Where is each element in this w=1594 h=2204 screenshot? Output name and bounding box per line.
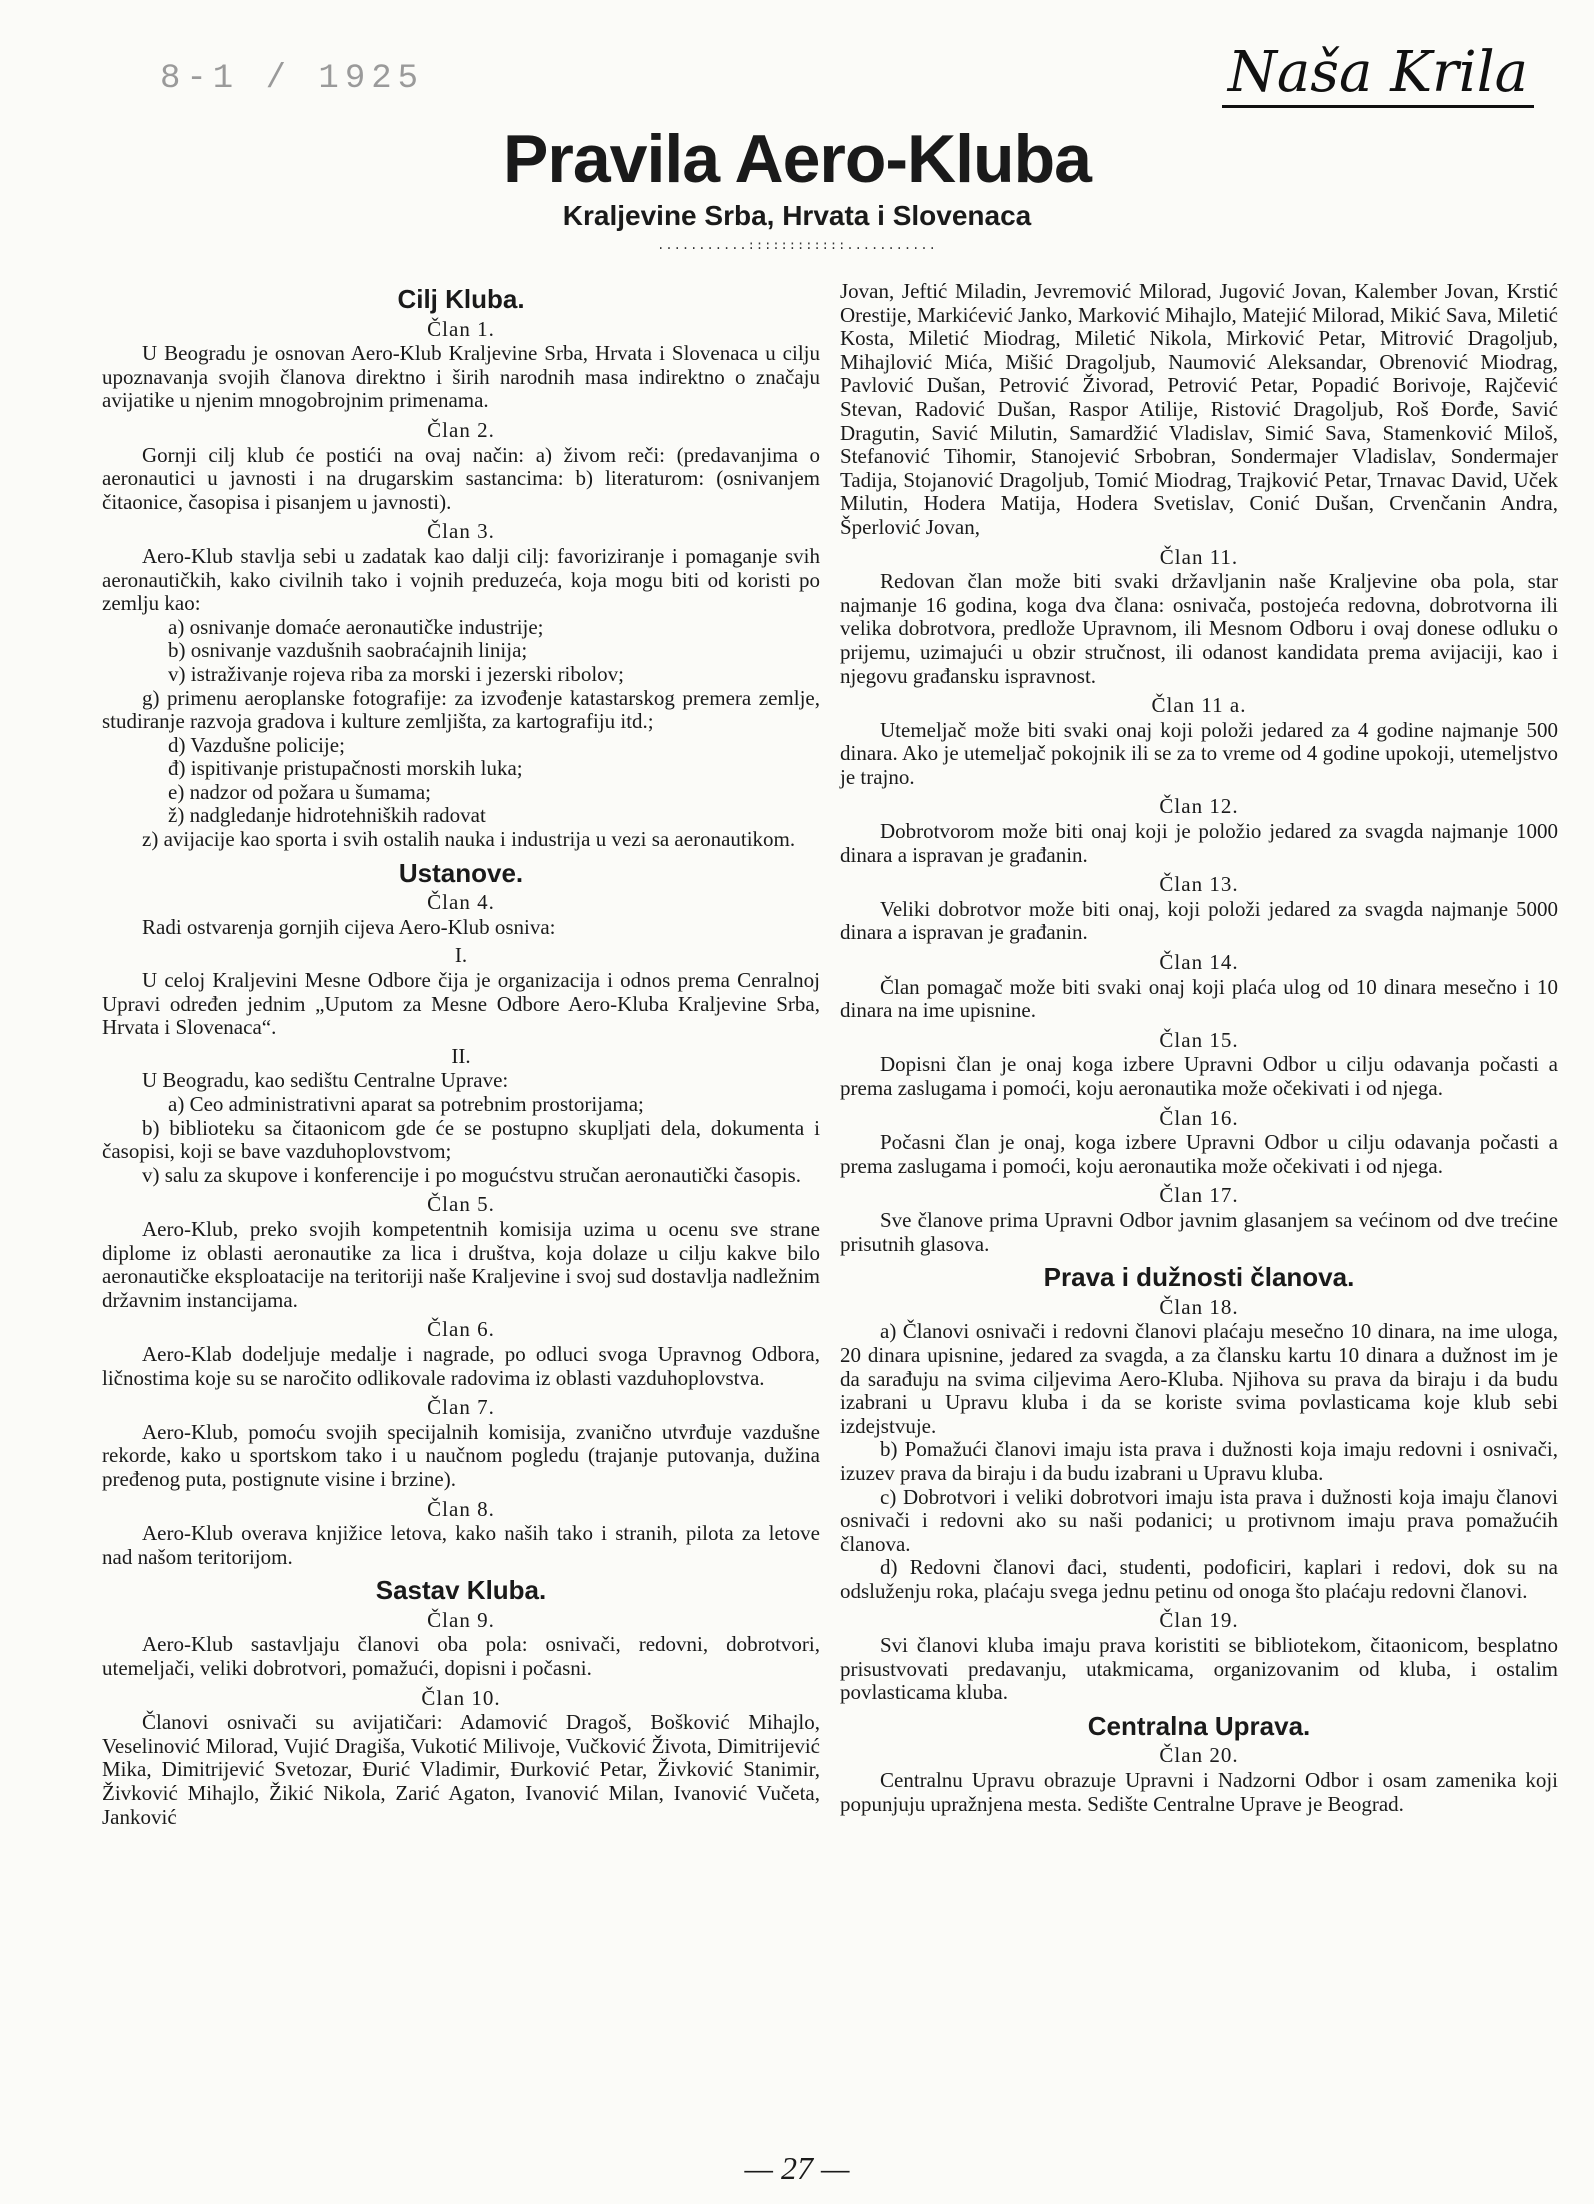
article-number: Član 19.	[1159, 1608, 1239, 1633]
left-column	[102, 278, 820, 1829]
article-number: Član 18.	[1159, 1294, 1239, 1319]
masthead-logo: Naša Krila	[1222, 45, 1534, 108]
list-item: d) Vazdušne policije;	[168, 732, 345, 757]
paragraph: Dopisni član je onaj koga izbere Upravni Odbor u cilju odavanja počasti a prema zaslugama i pomoći, koju aeronautika može očekivati i od njega.	[840, 1052, 1558, 1100]
paragraph: Sve članove prima Upravni Odbor javnim glasanjem sa većinom od dve trećine prisutnih glasova.	[840, 1207, 1558, 1256]
paragraph: Aero-Klub, preko svojih kompetentnih komisija uzima u ocenu sve strane diplome iz oblasti aeronautike za lica i društva, koja dolaze u cilju kakve bilo aeronautičke eksploatacije na teritoriji naše Kraljevine i svoj sud dostavlja nadležnim državnim instancijama.	[102, 1216, 820, 1312]
list-item: a) Ceo administrativni aparat sa potrebnim prostorijama;	[168, 1092, 644, 1116]
article-number: Član 13.	[1159, 872, 1239, 897]
ornament-divider: ...........::::::::::::...........	[657, 238, 937, 252]
archive-mark: 8-1 / 1925	[160, 60, 425, 98]
paragraph: d) Redovni članovi đaci, studenti, podoficiri, kaplari i redovi, dok su na odsluženju roka, plaćaju svega jednu petinu od onoga što plaćaju redovni članovi.	[840, 1555, 1558, 1603]
page-title: Pravila Aero-Kluba	[503, 121, 1091, 197]
paragraph: z) avijacije kao sporta i svih ostalih nauka i industrija u vezi sa aeronautikom.	[142, 827, 796, 852]
article-number: Član 14.	[1159, 950, 1239, 975]
article-number: Član 8.	[427, 1496, 495, 1521]
article-number: Član 2.	[427, 417, 495, 442]
page-number: — 27 —	[744, 2150, 850, 2186]
section-heading: Ustanove.	[398, 857, 524, 888]
paragraph: U Beogradu, kao sedištu Centralne Uprave:	[142, 1068, 509, 1093]
paragraph: v) salu za skupove i konferencije i po mogućstvu stručan aeronautički časopis.	[142, 1162, 801, 1187]
article-number: Član 20.	[1159, 1743, 1239, 1768]
article-number: Član 6.	[427, 1317, 495, 1342]
article-number: Član 7.	[427, 1395, 495, 1420]
paragraph: Centralnu Upravu obrazuje Upravni i Nadzorni Odbor i osam zamenika koji popunjuju upražnjena mesta. Sedište Centralne Uprave je Beograd.	[840, 1768, 1558, 1816]
article-number: Član 12.	[1159, 794, 1239, 819]
paragraph: b) biblioteku sa čitaonicom gde će se postupno skupljati dela, dokumenta i časopisi, koji se bave vazduhoplovstvom;	[102, 1115, 820, 1164]
paragraph: b) Pomažući članovi imaju ista prava i dužnosti koja imaju redovni i osnivači, izuzev prava da biraju i da budu izabrani u Upravu kluba.	[840, 1437, 1558, 1485]
paragraph: Redovan član može biti svaki državljanin naše Kraljevine oba pola, star najmanje 16 godina, koga dva člana: osnivača, postojeća redovna, dobrotvorna ili velika dobrotvora, predlože Upravnom, ili Mesnom Odboru i ovaj donese odluku o prijemu, uzimajući u obzir stručnost, ili odanost kandidata prema avijaciji, kao i njegovu građansku ispravnost.	[840, 569, 1558, 688]
article-number: Član 16.	[1159, 1105, 1239, 1130]
article-number: Član 11 a.	[1151, 693, 1247, 718]
list-item: e) nadzor od požara u šumama;	[168, 779, 431, 804]
article-number: Član 5.	[427, 1192, 495, 1217]
paragraph: Aero-Klub overava knjižice letova, kako naših tako i stranih, pilota za letove nad našom teritorijom.	[102, 1521, 820, 1569]
list-item: v) istraživanje rojeva riba za morski i jezerski ribolov;	[168, 661, 625, 686]
list-item: đ) ispitivanje pristupačnosti morskih luka;	[168, 756, 523, 781]
paragraph: Aero-Klab dodeljuje medalje i nagrade, po odluci svoga Upravnog Odbora, ličnostima koje su se naročito odlikovale radovima iz oblasti vazduhoplovstva.	[102, 1341, 820, 1390]
paragraph: Aero-Klub sastavljaju članovi oba pola: osnivači, redovni, dobrotvori, utemeljači, veliki dobrotvori, pomažući, dopisni i počasni.	[102, 1632, 820, 1681]
paragraph: Svi članovi kluba imaju prava koristiti se bibliotekom, čitaonicom, besplatno prisustvovati predavanju, utakmicama, organizovanim od kluba, i ostalim povlasticama kluba.	[840, 1633, 1558, 1705]
roman-numeral: II.	[451, 1043, 471, 1068]
article-number: Član 4.	[427, 890, 495, 915]
paragraph: Aero-Klub stavlja sebi u zadatak kao dalji cilj: favoriziranje i pomaganje svih aeronautičkih, kako civilnih tako i vojnih preduzeća, koja mogu biti od koristi po zemlju kao:	[102, 543, 820, 616]
paragraph: Dobrotvorom može biti onaj koji je položio jedared za svagda najmanje 1000 dinara a ispravan je građanin.	[840, 819, 1558, 867]
section-heading: Cilj Kluba.	[397, 284, 525, 314]
section-heading: Prava i dužnosti članova.	[1043, 1262, 1355, 1293]
article-number: Član 1.	[427, 316, 495, 341]
list-item: a) osnivanje domaće aeronautičke industrije;	[168, 614, 544, 639]
paragraph: Članovi osnivači su avijatičari: Adamović Dragoš, Bošković Mihajlo, Veselinović Milorad, Vujić Dragiša, Vukotić Milivoje, Vučković Života, Dimitrijević Mika, Dimitrijević Svetozar, Đurić Vladimir, Đurković Petar, Živković Stanimir, Živković Mihajlo, Žikić Nikola, Zarić Agaton, Ivanović Milan, Ivanović Vučeta, Janković	[102, 1710, 820, 1829]
paragraph: Počasni član je onaj, koga izbere Upravni Odbor u cilju odavanja počasti a prema zaslugama i pomoći, koju aeronautika može očekivati i od njega.	[840, 1130, 1558, 1178]
list-item: ž) nadgledanje hidrotehniških radovat	[168, 803, 486, 828]
article-number: Član 11.	[1159, 544, 1239, 569]
article-number: Član 15.	[1159, 1027, 1239, 1052]
paragraph: Član pomagač može biti svaki onaj koji plaća ulog od 10 dinara mesečno i 10 dinara na ime upisnine.	[840, 974, 1558, 1023]
paragraph: Aero-Klub, pomoću svojih specijalnih komisija, zvanično utvrđuje vazdušne rekorde, kako u sportskom tako i u naučnom pogledu (trajanje putovanja, dužina pređenog puta, postignute visine i brzine).	[102, 1419, 820, 1491]
paragraph: U celoj Kraljevini Mesne Odbore čija je organizacija i odnos prema Cenralnoj Upravi određen jednim „Uputom za Mesne Odbore Aero-Kluba Kraljevine Srba, Hrvata i Slovenaca“.	[102, 968, 820, 1040]
paragraph: a) Članovi osnivači i redovni članovi plaćaju mesečno 10 dinara, na ime uloga, 20 dinara upisnine, jedared za svagda, a za člansku kartu 10 dinara a dužnost im je da sarađuju na svima cilјevima Aero-Kluba. Njihova su prava da biraju i da budu izabrani u Upravu kluba i da se koriste svima povlasticama koje klub sebi izdejstvuje.	[840, 1319, 1558, 1438]
paragraph: Utemeljač može biti svaki onaj koji položi jedared za 4 godine najmanje 500 dinara. Ako je utemeljač pokojnik ili se za to vreme od 4 godine upokoji, utemeljstvo je trajno.	[840, 717, 1558, 789]
section-heading: Centralna Uprava.	[1087, 1710, 1311, 1741]
paragraph: c) Dobrotvori i veliki dobrotvori imaju ista prava i dužnosti koja imaju članovi osnivači i redovni ako su naši podanici; u protivnom imaju prava pomažućih članova.	[840, 1484, 1558, 1556]
page-subtitle: Kraljevine Srba, Hrvata i Slovenaca	[562, 200, 1032, 231]
paragraph: Veliki dobrotvor može biti onaj, koji položi jedared za svagda najmanje 5000 dinara a ispravan je građanin.	[840, 896, 1558, 945]
paragraph: U Beogradu je osnovan Aero-Klub Kraljevine Srba, Hrvata i Slovenaca u cilju upoznavanja svojih članova direktno i širih narodnih masa indirektno o značaju avijatike u njenim mnogobrojnim primenama.	[102, 341, 820, 413]
roman-numeral: I.	[454, 943, 468, 968]
article-number: Član 3.	[427, 519, 495, 544]
paragraph: Gornji cilj klub će postići na ovaj način: a) živom reči: (predavanjima o aeronautici u javnosti i na drugarskim sastancima: b) literaturom: (osnivanjem čitaonice, časopisa i pisanjem u javnosti).	[102, 442, 820, 514]
list-item: b) osnivanje vazdušnih saobraćajnih linija;	[168, 638, 528, 663]
article-number: Član 9.	[427, 1607, 495, 1632]
paragraph: g) primenu aeroplanske fotografije: za izvođenje katastarskog premera zemlje, studiranje razvoja gradova i kulture zemljišta, za kartografiju itd.;	[102, 685, 820, 734]
paragraph: Radi ostvarenja gornjih cijeva Aero-Klub osniva:	[142, 914, 556, 939]
section-heading: Sastav Kluba.	[375, 1575, 547, 1606]
paragraph: Jovan, Jeftić Miladin, Jevremović Milorad, Jugović Jovan, Kalember Jovan, Krstić Orestije, Markićević Janko, Marković Mihajlo, Matejić Milorad, Mikić Sava, Miletić Kosta, Miletić Miodrag, Miletić Nikola, Mirković Petar, Mitrović Dragoljub, Mihajlović Mića, Mišić Dragoljub, Naumović Aleksandar, Obrenović Miodrag, Pavlović Dušan, Petrović Živorad, Petrović Petar, Popadić Borivoje, Rajčević Stevan, Radović Dušan, Raspor Atilije, Ristović Dragoljub, Roš Đorđe, Savić Dragutin, Savić Milutin, Samardžić Vladislav, Simić Sava, Stamenković Miloš, Stefanović Tihomir, Stanojević Srbobran, Sondermajer Vladislav, Sondermajer Tadija, Stojanović Dragoljub, Tomić Miodrag, Trajković Petar, Trnavac David, Uček Milutin, Hodera Matija, Hodera Svetislav, Conić Dušan, Crvenčanin Andra, Šperlović Jovan,	[840, 279, 1558, 539]
page-number-value: 27	[781, 2150, 813, 2186]
article-number: Član 17.	[1159, 1183, 1239, 1208]
article-number: Član 10.	[421, 1685, 501, 1710]
right-column	[840, 280, 1558, 1816]
